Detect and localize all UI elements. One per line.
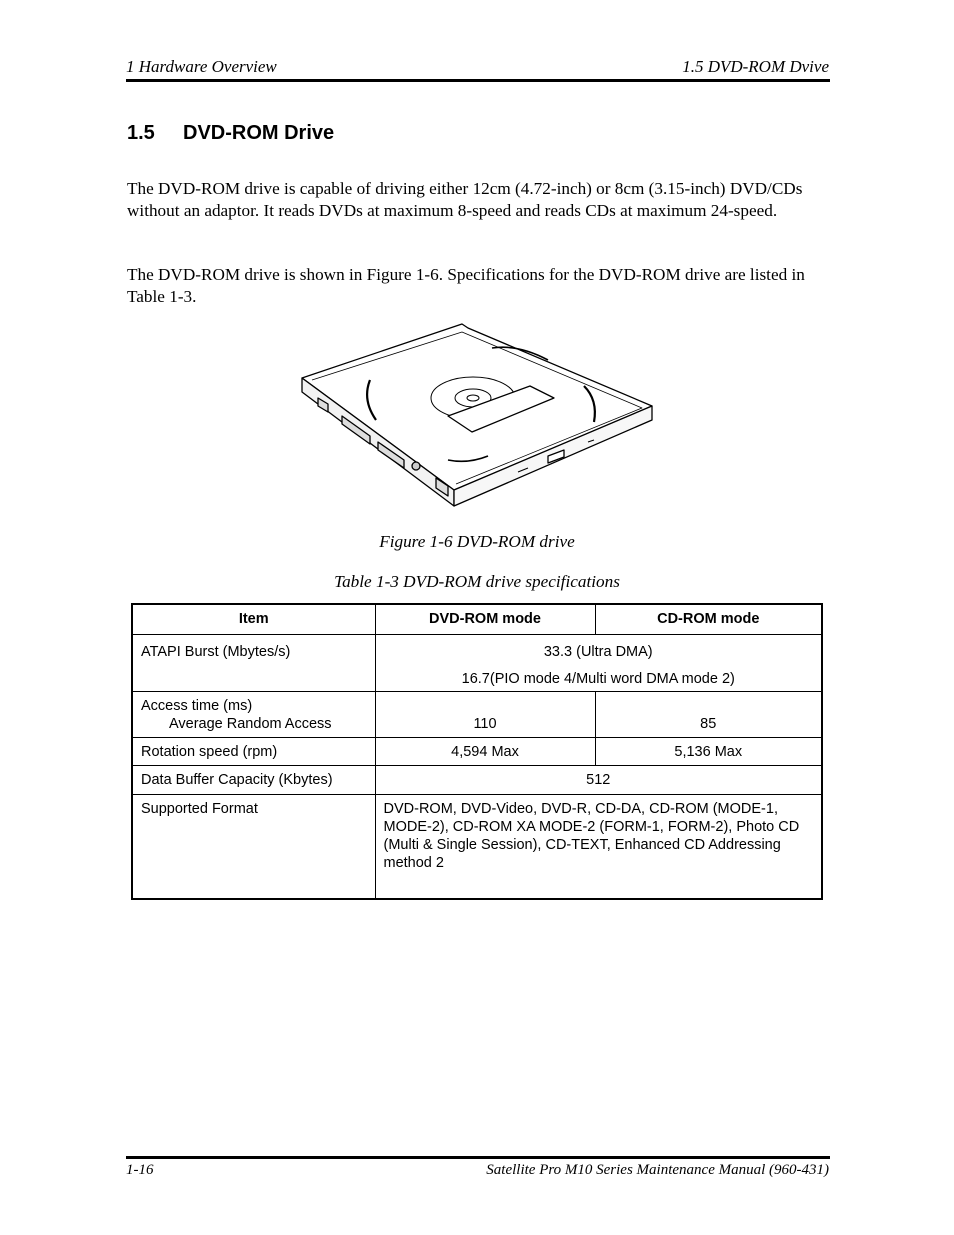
table-row (132, 795, 822, 899)
dvd-rom-drive-illustration (298, 320, 656, 516)
intro-paragraph: The DVD-ROM drive is capable of driving either 12cm (4.72-inch) or 8cm (3.15-inch) DVD/CDs without an adaptor. It reads DVDs at maximum 8-speed and reads CDs at maximum 24-speed. (127, 179, 803, 220)
rotation-cd-value: 5,136 Max (595, 738, 822, 766)
manual-title: Satellite Pro M10 Series Maintenance Manual (960-431) (486, 1162, 829, 1178)
row-label-access-time: Access time (ms) Average Random Access (132, 692, 375, 738)
row-label-atapi: ATAPI Burst (Mbytes/s) (132, 635, 375, 692)
access-cd-value: 85 (595, 692, 822, 738)
buffer-value: 512 (375, 766, 822, 795)
header-chapter: 1 Hardware Overview (126, 57, 277, 76)
footer-rule (126, 1156, 830, 1159)
column-header-dvd: DVD-ROM mode (375, 604, 595, 635)
table-row (132, 766, 822, 795)
section-number: 1.5 (127, 122, 155, 144)
rotation-dvd-value: 4,594 Max (375, 738, 595, 766)
atapi-value: 33.3 (Ultra DMA) 16.7(PIO mode 4/Multi word DMA mode 2) (375, 635, 822, 692)
row-label-rotation: Rotation speed (rpm) (132, 738, 375, 766)
table-row (132, 692, 822, 738)
table-header-row (132, 604, 822, 635)
table-row (132, 635, 822, 692)
reference-paragraph: The DVD-ROM drive is shown in Figure 1-6. Specifications for the DVD-ROM drive are listed in Table 1-3. (127, 265, 805, 306)
section-title: DVD-ROM Drive (183, 122, 335, 144)
table-caption: Table 1-3 DVD-ROM drive specifications (334, 572, 620, 591)
figure-caption: Figure 1-6 DVD-ROM drive (379, 532, 575, 551)
header-section: 1.5 DVD-ROM Dvive (682, 57, 829, 76)
page-number: 1-16 (126, 1162, 154, 1178)
format-value: DVD-ROM, DVD-Video, DVD-R, CD-DA, CD-ROM (MODE-1, MODE-2), CD-ROM XA MODE-2 (FORM-1, FORM-2), Photo CD (Multi & Single Session), CD-TEXT, Enhanced CD Addressing method 2 (375, 795, 822, 899)
header-rule (126, 79, 830, 82)
column-header-item: Item (132, 604, 375, 635)
table-row (132, 738, 822, 766)
section-heading (127, 120, 334, 146)
access-dvd-value: 110 (375, 692, 595, 738)
row-label-buffer: Data Buffer Capacity (Kbytes) (132, 766, 375, 795)
row-label-format: Supported Format (132, 795, 375, 899)
dvd-rom-spec-table (131, 603, 823, 900)
column-header-cd: CD-ROM mode (595, 604, 822, 635)
